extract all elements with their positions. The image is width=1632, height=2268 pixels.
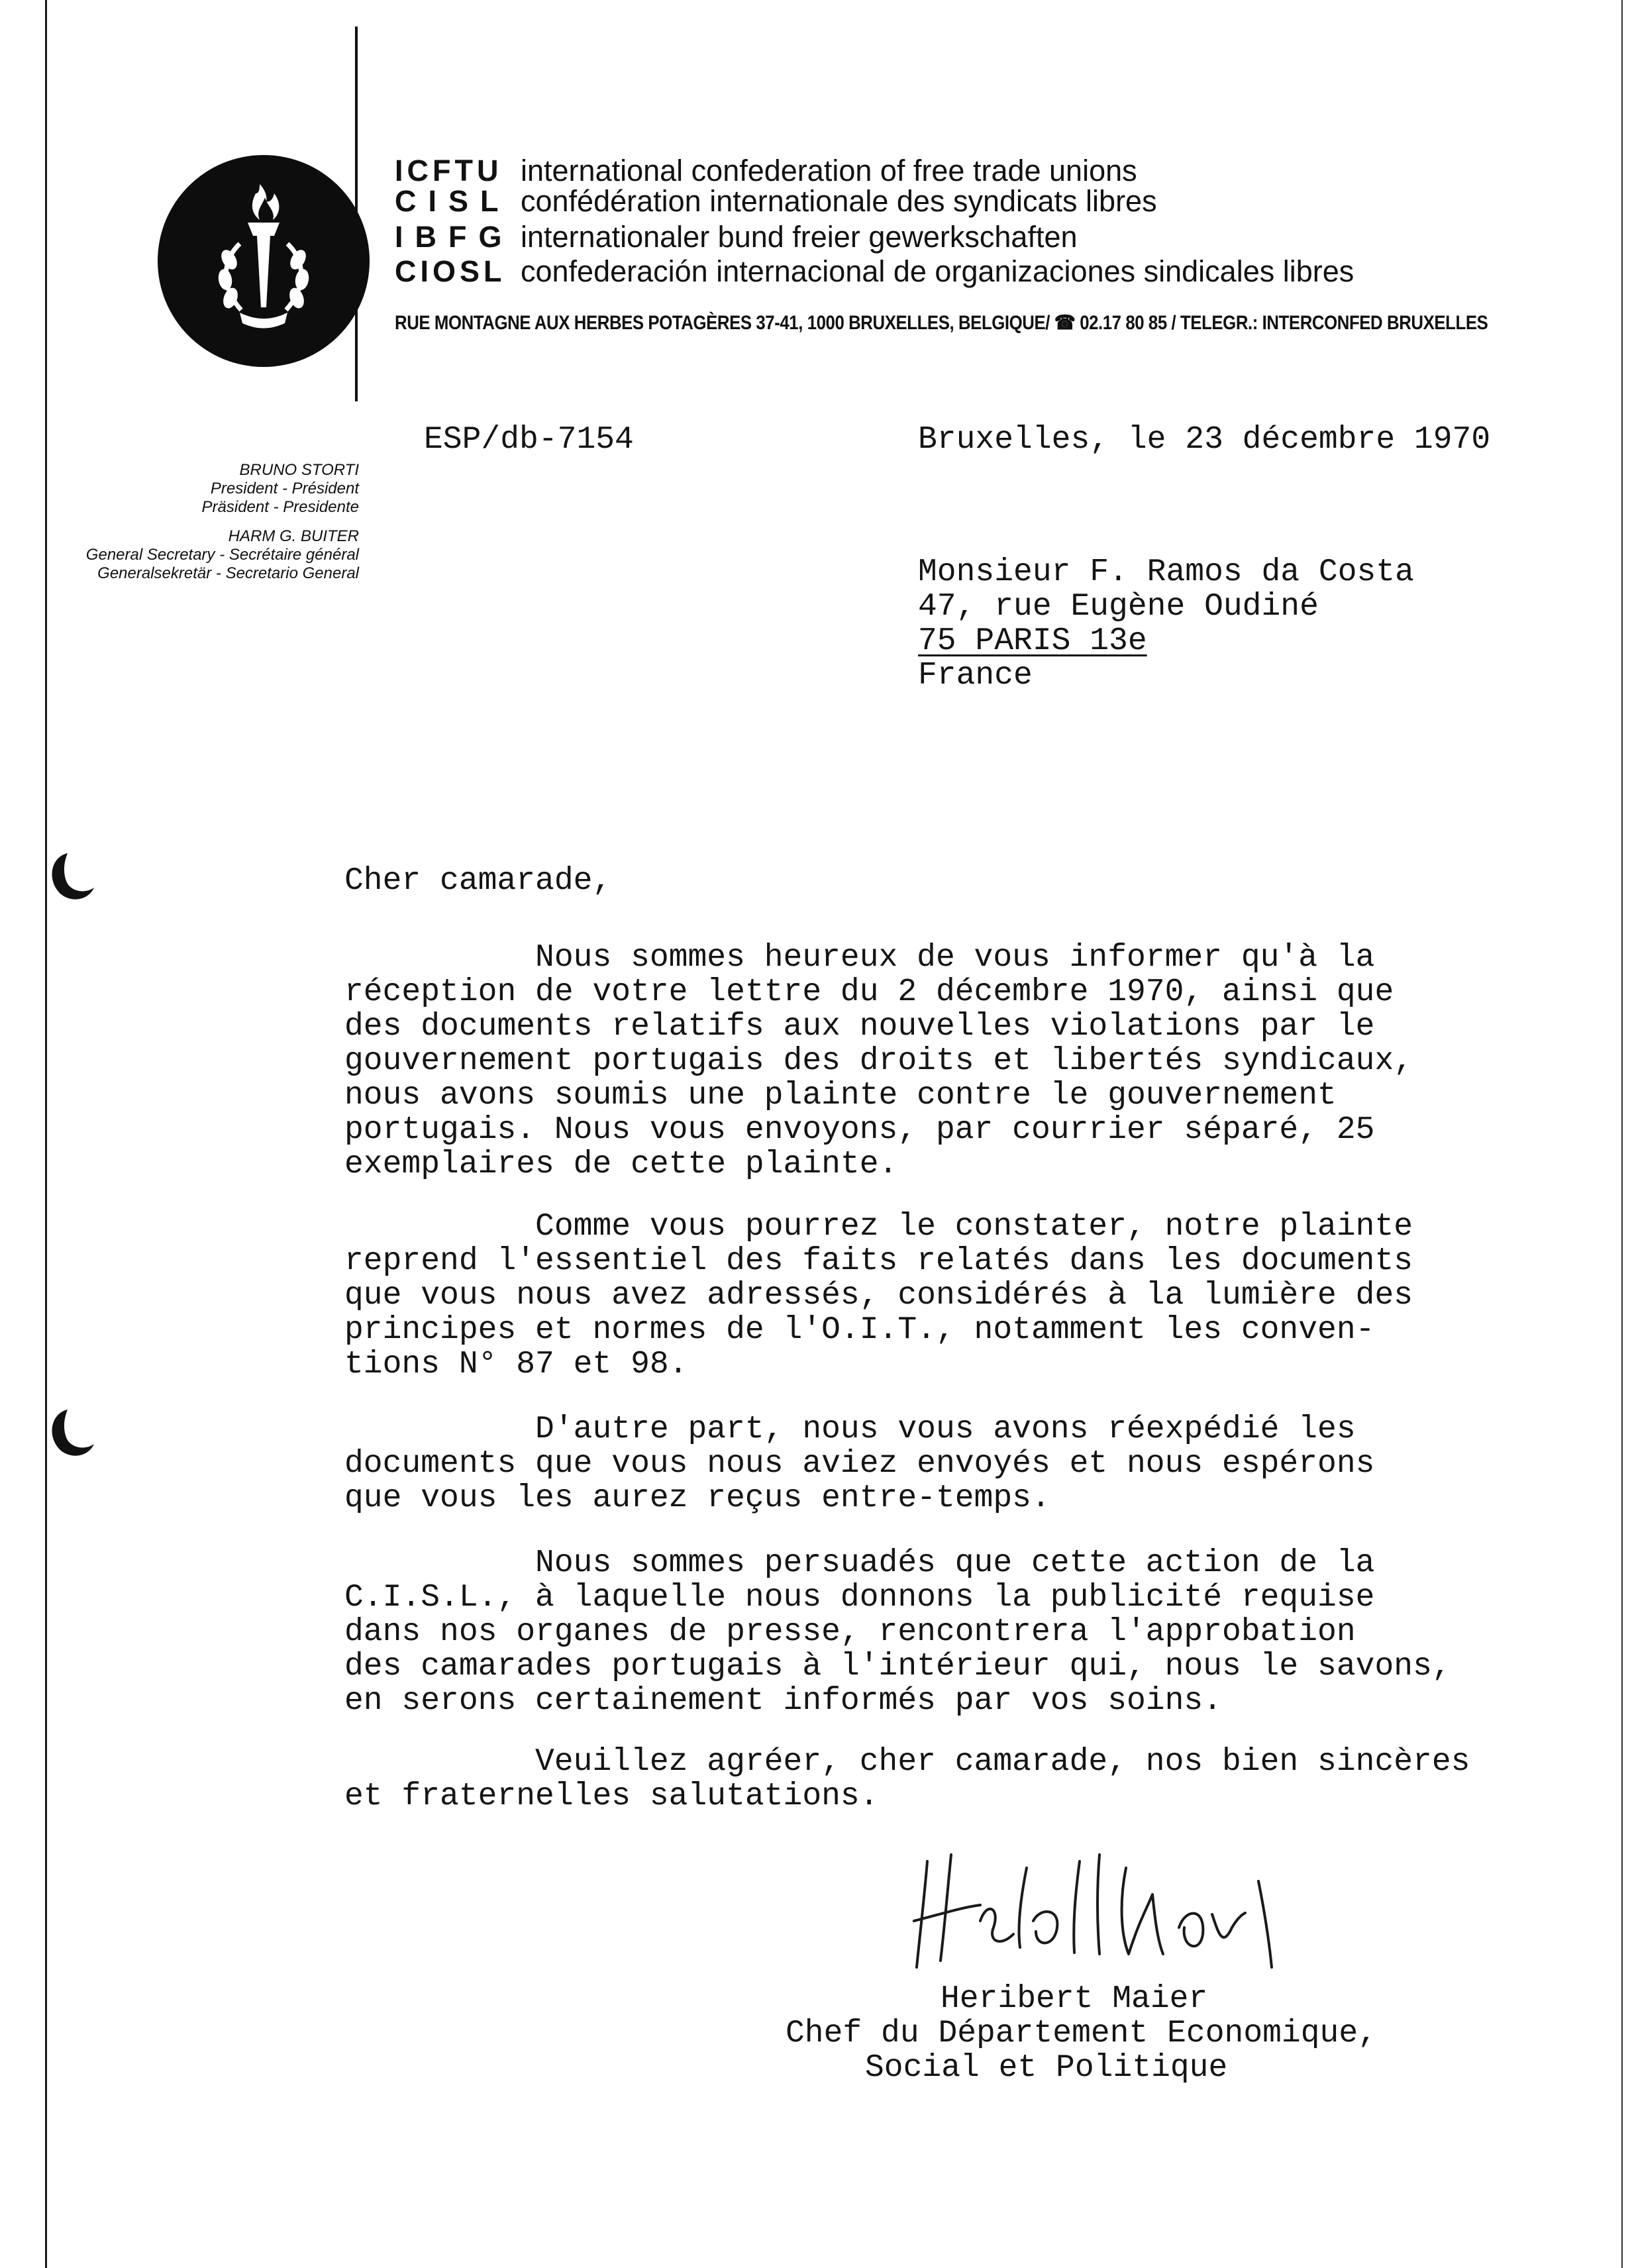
org-name: confédération internationale des syndicats libres bbox=[521, 184, 1157, 218]
body-paragraph-2: Comme vous pourrez le constater, notre plainte reprend l'essentiel des faits relatés dans les documents que vous nous avez adressés, considérés à la lumière des principes et normes de l'O.I.T., notamment les conven- tions N° 87 et 98. bbox=[344, 1209, 1413, 1382]
signatory-title: Chef du Département Economique, bbox=[786, 2016, 1377, 2051]
handwritten-signature bbox=[901, 1841, 1338, 1974]
president-title: President - Président bbox=[210, 480, 359, 497]
org-abbr: ICFTU bbox=[395, 154, 503, 187]
torch-emblem-icon bbox=[156, 154, 371, 368]
recipient-name: Monsieur F. Ramos da Costa bbox=[918, 554, 1414, 590]
president-name: BRUNO STORTI bbox=[239, 461, 359, 479]
recipient-city: 75 PARIS 13e bbox=[918, 623, 1147, 659]
letter-reference: ESP/db-7154 bbox=[424, 422, 634, 458]
letter-date: Bruxelles, le 23 décembre 1970 bbox=[918, 422, 1491, 458]
org-name: confederación internacional de organizaciones sindicales libres bbox=[521, 254, 1354, 288]
recipient-street: 47, rue Eugène Oudiné bbox=[918, 589, 1319, 625]
org-abbr: IBFG bbox=[395, 220, 514, 254]
org-line-cisl bbox=[395, 183, 1157, 220]
salutation: Cher camarade, bbox=[344, 863, 612, 899]
page-edge-line bbox=[1621, 0, 1623, 2268]
binding-margin-line bbox=[45, 0, 47, 2268]
body-paragraph-4: Nous sommes persuadés que cette action de la C.I.S.L., à laquelle nous donnons la publicité requise dans nos organes de presse, rencontrera l'approbation des camarades portugais à l'intérieur qui, nous le savons, en serons certainement informés par vos soins. bbox=[344, 1545, 1451, 1719]
org-name: international confederation of free trade unions bbox=[521, 154, 1137, 187]
president-title: Präsident - Presidente bbox=[201, 498, 359, 516]
body-paragraph-3: D'autre part, nous vous avons réexpédié les documents que vous nous aviez envoyés et nous espérons que vous les aurez reçus entre-temps. bbox=[344, 1412, 1375, 1516]
secretary-title: General Secretary - Secrétaire général bbox=[85, 546, 359, 564]
punch-hole-icon bbox=[41, 848, 101, 907]
signatory-title: Social et Politique bbox=[865, 2050, 1228, 2086]
secretary-title: Generalsekretär - Secretario General bbox=[97, 564, 359, 582]
secretary-name: HARM G. BUITER bbox=[228, 527, 359, 545]
signatory-name: Heribert Maier bbox=[941, 1981, 1208, 2017]
letterhead-address: RUE MONTAGNE AUX HERBES POTAGÈRES 37-41, 1000 BRUXELLES, BELGIQUE/ ☎ 02.17 80 85 / TELEGR.: INTERCONFED BRUXELLES bbox=[395, 312, 1488, 334]
org-line-ciosl bbox=[395, 253, 1354, 290]
org-line-ibfg bbox=[395, 219, 1078, 256]
org-name: internationaler bund freier gewerkschaften bbox=[521, 220, 1078, 254]
org-abbr: CISL bbox=[395, 184, 511, 218]
body-paragraph-1: Nous sommes heureux de vous informer qu'à la réception de votre lettre du 2 décembre 1970, ainsi que des documents relatifs aux nouvelles violations par le gouvernement portugais des droits et libertés syndicaux, nous avons soumis une plainte contre le gouvernement portugais. Nous vous envoyons, par courrier séparé, 25 exemplaires de cette plainte. bbox=[344, 940, 1413, 1182]
punch-hole-icon bbox=[41, 1404, 101, 1464]
body-paragraph-5: Veuillez agréer, cher camarade, nos bien sincères et fraternelles salutations. bbox=[344, 1744, 1470, 1814]
recipient-country: France bbox=[918, 658, 1033, 694]
org-abbr: CIOSL bbox=[395, 254, 506, 288]
